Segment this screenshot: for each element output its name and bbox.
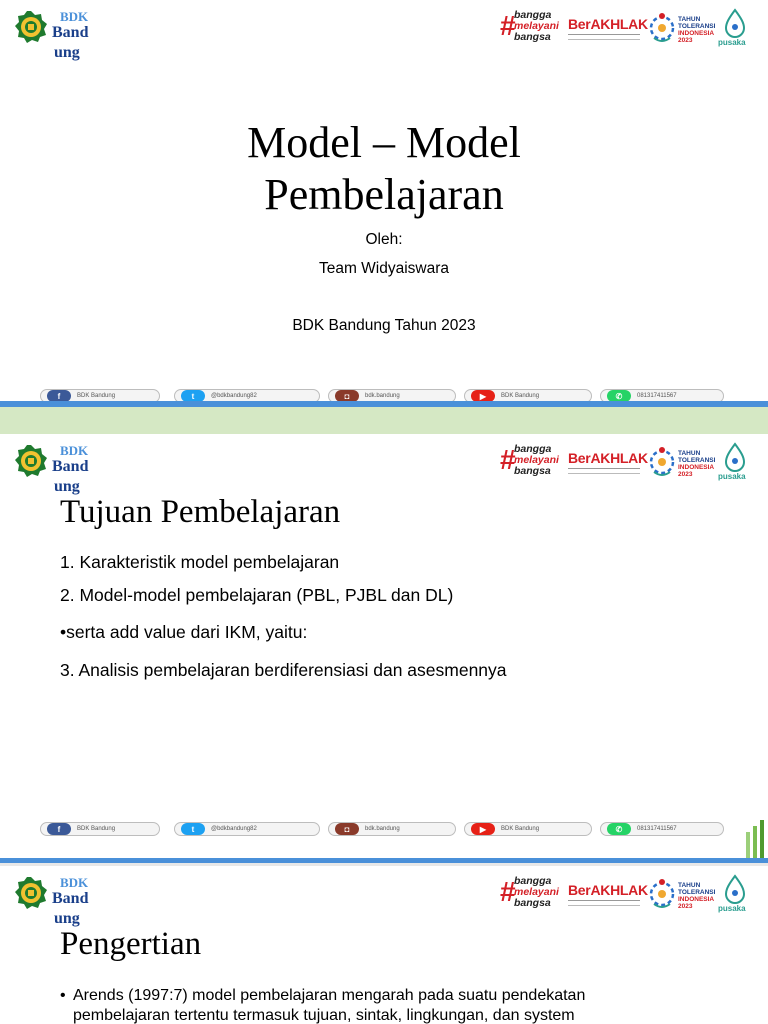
bdk-text: BDK xyxy=(60,9,89,24)
pusaka-icon xyxy=(724,8,746,38)
bangsa-text: bangsa xyxy=(514,897,551,909)
pusaka-icon xyxy=(724,874,746,904)
tahun-toleransi-text xyxy=(678,450,715,478)
bullet-marker: • xyxy=(60,987,66,1004)
facebook-icon: f xyxy=(47,823,71,835)
whatsapp-label: 081317411567 xyxy=(637,826,677,832)
melayani-text: melayani xyxy=(514,20,559,32)
decorative-stripes xyxy=(744,820,768,858)
bangga-text: bangga xyxy=(514,443,552,455)
bangga-melayani-bangsa-logo xyxy=(514,876,559,909)
slide-1 xyxy=(0,0,768,404)
bangsa-text: bangsa xyxy=(514,31,551,43)
bangga-melayani-bangsa-logo xyxy=(514,10,559,43)
pusaka-text: pusaka xyxy=(718,472,746,481)
slide-separator-green xyxy=(0,407,768,434)
bangga-melayani-bangsa-logo xyxy=(514,444,559,477)
social-footer xyxy=(40,822,724,836)
indonesia-text: INDONESIA xyxy=(678,464,715,471)
bdk-bandung-logo xyxy=(52,876,88,927)
year-text: 2023 xyxy=(678,903,693,910)
team-name: Team Widyaiswara xyxy=(318,260,450,277)
twitter-link[interactable] xyxy=(174,822,320,836)
tahun-toleransi-icon xyxy=(648,8,676,48)
berakhlak-logo: BerAKHLAK xyxy=(568,882,648,898)
hashtag-icon: # xyxy=(500,10,516,41)
berakhlak-logo: BerAKHLAK xyxy=(568,16,648,32)
facebook-icon: f xyxy=(47,390,71,402)
facebook-label: BDK Bandung xyxy=(77,826,116,832)
facebook-link[interactable] xyxy=(40,822,160,836)
slide-1-title-line-2: Pembelajaran xyxy=(264,170,504,219)
header-logos xyxy=(500,442,762,484)
ung-text: ung xyxy=(54,910,80,927)
berakhlak-tagline xyxy=(568,900,640,906)
tahun-text: TAHUN xyxy=(678,16,701,23)
slide-2 xyxy=(0,434,768,858)
indonesia-text: INDONESIA xyxy=(678,896,715,903)
whatsapp-icon: ✆ xyxy=(607,823,631,835)
hashtag-icon: # xyxy=(500,876,516,907)
slide-2-title: Tujuan Pembelajaran xyxy=(60,494,341,530)
twitter-label: @bdkbandung82 xyxy=(211,826,257,832)
tahun-toleransi-text xyxy=(678,882,715,910)
tahun-toleransi-icon xyxy=(648,874,676,914)
youtube-link[interactable] xyxy=(464,822,592,836)
band-text: Band xyxy=(52,24,89,41)
youtube-label: BDK Bandung xyxy=(501,826,540,832)
twitter-icon: t xyxy=(181,823,205,835)
tujuan-item-3: 3. Analisis pembelajaran berdiferensiasi dan asesmennya xyxy=(60,660,507,680)
bdk-bandung-logo xyxy=(52,10,88,61)
toleransi-text: TOLERANSI xyxy=(678,23,716,30)
stripe-3 xyxy=(760,820,764,858)
tahun-text: TAHUN xyxy=(678,450,701,457)
hashtag-icon: # xyxy=(500,444,516,475)
bdk-bandung-logo xyxy=(52,444,88,495)
bangga-text: bangga xyxy=(514,875,552,887)
melayani-text: melayani xyxy=(514,454,559,466)
tahun-text: TAHUN xyxy=(678,882,701,889)
toleransi-text: TOLERANSI xyxy=(678,889,716,896)
kemenag-logo-icon xyxy=(14,444,48,478)
pengertian-bullet xyxy=(60,986,585,1024)
slide-1-title-line-1: Model – Model xyxy=(247,118,521,167)
year-text: 2023 xyxy=(678,37,693,44)
band-text: Band xyxy=(52,890,89,907)
kemenag-logo-icon xyxy=(14,10,48,44)
instagram-label: bdk.bandung xyxy=(365,826,400,832)
stripe-2 xyxy=(753,826,757,858)
organization-year: BDK Bandung Tahun 2023 xyxy=(292,317,476,334)
instagram-label: bdk.bandung xyxy=(365,393,400,399)
whatsapp-link[interactable] xyxy=(600,822,724,836)
band-text: Band xyxy=(52,458,89,475)
pusaka-text: pusaka xyxy=(718,904,746,913)
year-text: 2023 xyxy=(678,471,693,478)
bullet-line-1: Arends (1997:7) model pembelajaran mengarah pada suatu pendekatan xyxy=(73,987,586,1004)
berakhlak-tagline xyxy=(568,34,640,40)
bangga-text: bangga xyxy=(514,9,552,21)
slide-3-title: Pengertian xyxy=(60,926,202,962)
tahun-toleransi-icon xyxy=(648,442,676,482)
tahun-toleransi-text xyxy=(678,16,715,44)
ung-text: ung xyxy=(54,478,80,495)
toleransi-text: TOLERANSI xyxy=(678,457,716,464)
header-logos xyxy=(500,874,762,916)
slide-3 xyxy=(0,866,768,1024)
youtube-icon: ▶ xyxy=(471,390,495,402)
berakhlak-tagline xyxy=(568,468,640,474)
youtube-label: BDK Bandung xyxy=(501,393,540,399)
whatsapp-label: 081317411567 xyxy=(637,393,677,399)
melayani-text: melayani xyxy=(514,886,559,898)
bangsa-text: bangsa xyxy=(514,465,551,477)
tujuan-item-add-value: •serta add value dari IKM, yaitu: xyxy=(60,622,308,642)
tujuan-item-2: 2. Model-model pembelajaran (PBL, PJBL dan DL) xyxy=(60,585,454,605)
bdk-text: BDK xyxy=(60,443,89,458)
instagram-icon: ◘ xyxy=(335,823,359,835)
instagram-icon: ◘ xyxy=(335,390,359,402)
header-logos xyxy=(500,8,762,50)
whatsapp-icon: ✆ xyxy=(607,390,631,402)
pusaka-icon xyxy=(724,442,746,472)
twitter-icon: t xyxy=(181,390,205,402)
tujuan-item-1: 1. Karakteristik model pembelajaran xyxy=(60,552,340,572)
youtube-icon: ▶ xyxy=(471,823,495,835)
facebook-label: BDK Bandung xyxy=(77,393,116,399)
berakhlak-logo: BerAKHLAK xyxy=(568,450,648,466)
stripe-1 xyxy=(746,832,750,858)
ung-text: ung xyxy=(54,44,80,61)
bullet-line-2: pembelajaran tertentu termasuk tujuan, sintak, lingkungan, dan system xyxy=(73,1007,575,1024)
kemenag-logo-icon xyxy=(14,876,48,910)
twitter-label: @bdkbandung82 xyxy=(211,393,257,399)
instagram-link[interactable] xyxy=(328,822,456,836)
pusaka-text: pusaka xyxy=(718,38,746,47)
indonesia-text: INDONESIA xyxy=(678,30,715,37)
bdk-text: BDK xyxy=(60,875,89,890)
oleh-label: Oleh: xyxy=(365,231,403,248)
